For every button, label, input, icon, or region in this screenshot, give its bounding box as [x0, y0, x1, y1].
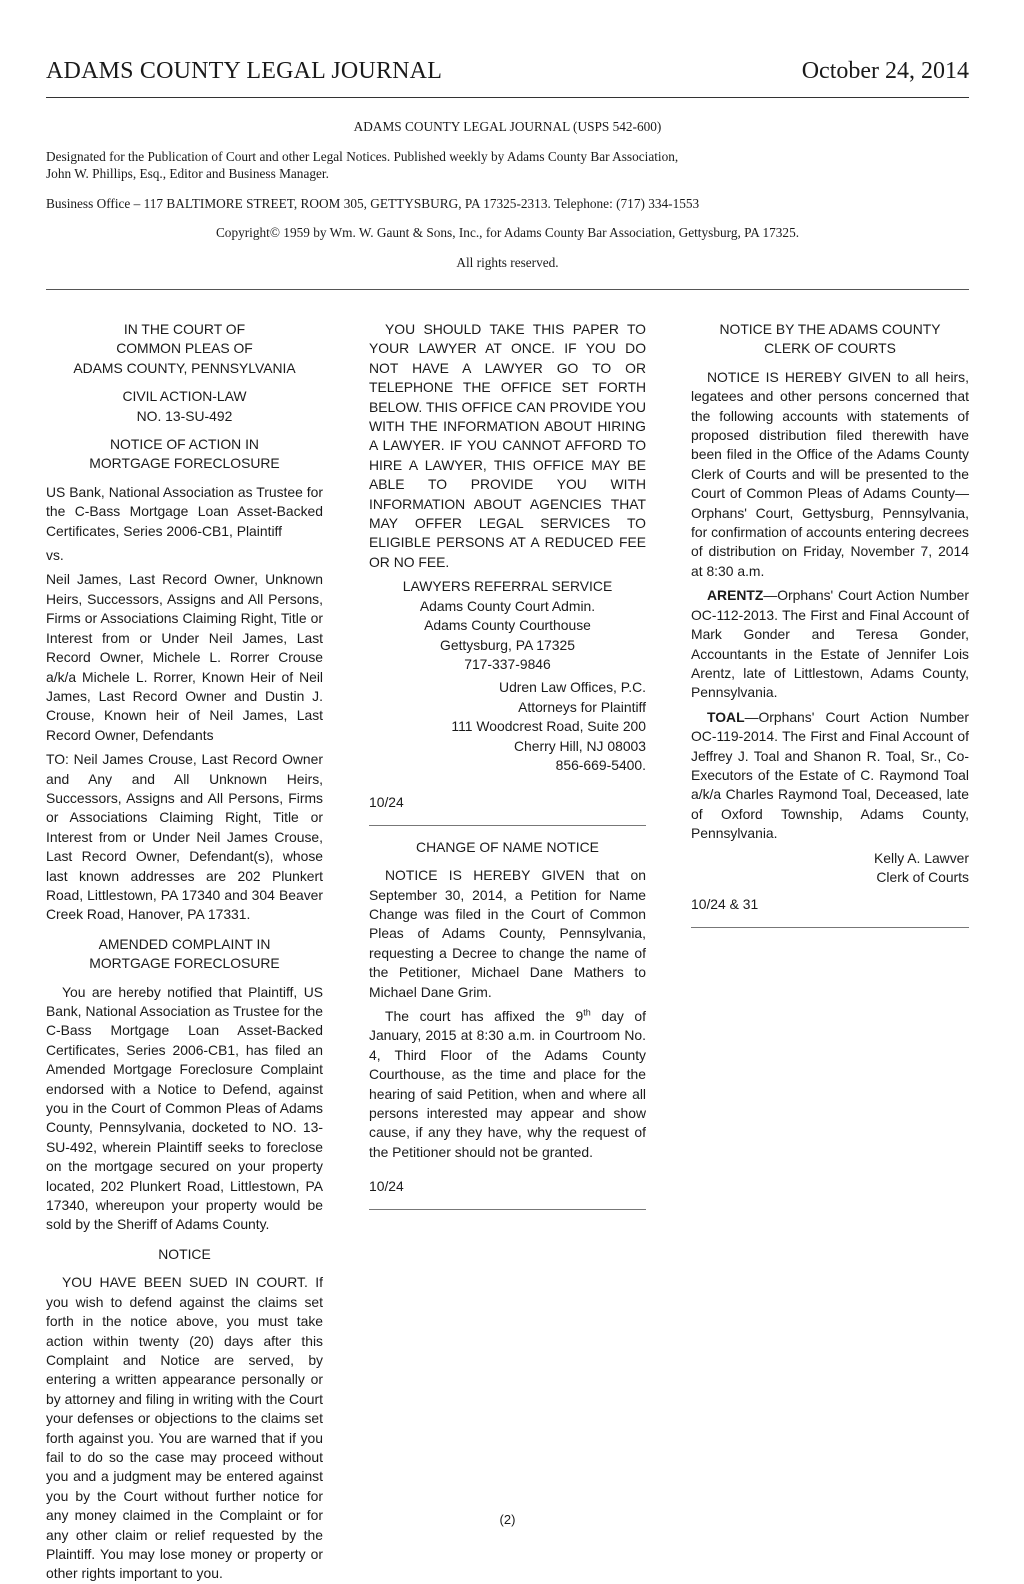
to-paragraph: TO: Neil James Crouse, Last Record Owner and Any and All Unknown Heirs, Successors, Assigns and All Persons, Firms or Associations Claiming Right, Title or Interest from or Under Neil James Crouse, Last Record Owner, Defendant(s), whose last known addresses are 202 Plunkert Road, Littlestown, PA 17340 and 304 Beaver Creek Road, Hanover, PA 17331.: [46, 751, 323, 923]
name-change-title: CHANGE OF NAME NOTICE: [416, 838, 599, 855]
signer-name: Kelly A. Lawver: [874, 849, 969, 866]
usps-line: ADAMS COUNTY LEGAL JOURNAL (USPS 542-600): [353, 119, 662, 134]
masthead: [46, 58, 969, 94]
attorney-phone: 856-669-5400.: [555, 756, 646, 773]
notice-separator: [369, 1209, 646, 1210]
heading-line: MORTGAGE FORECLOSURE: [89, 455, 280, 472]
run-date: 10/24 & 31: [691, 896, 759, 913]
referral-line: Adams County Court Admin.: [419, 597, 596, 614]
heading-line: CIVIL ACTION-LAW: [122, 388, 247, 405]
referral-line: Adams County Courthouse: [424, 617, 591, 634]
versus: vs.: [46, 547, 64, 564]
estate-entry-arentz: [691, 586, 969, 702]
run-date: 10/24: [369, 1178, 404, 1195]
notice-heading: NOTICE: [158, 1245, 211, 1262]
heading-line: MORTGAGE FORECLOSURE: [89, 955, 280, 972]
estate-name: ARENTZ: [707, 587, 764, 604]
clerk-notice-intro: NOTICE IS HEREBY GIVEN to all heirs, legatees and other persons concerned that the following accounts with statements of proposed distribution filed therewith have been filed in the Office of the Adams County Clerk of Courts and will be presented to the Court of Common Pleas of Adams County—Orphans' Court, Gettysburg, Pennsylvania, for confirmation of accounts entering decrees of distribution on Friday, November 7, 2014 at 8:30 a.m.: [691, 368, 969, 579]
estate-text: —Orphans' Court Action Number OC-119-2014. The First and Final Account of Jeffrey J. Toal and Shanon R. Toal, Sr., Co-Executors of the Estate of C. Raymond Toal a/k/a Charles Raymond Toal, Deceased, late of Oxford Township, Adams County, Pennsylvania.: [691, 708, 969, 842]
amended-title: [46, 935, 323, 974]
referral-phone: 717-337-9846: [464, 655, 551, 672]
defendants-paragraph: Neil James, Last Record Owner, Unknown Heirs, Successors, Assigns and All Persons, Firms or Associations Claiming Right, Title or Interest from or Under Neil James, Last Record Owner, Michele L. Rorrer Crouse a/k/a Michele L. Rorrer, Known Heir of Neil James, Last Record Owner and Dustin J. Crouse, Known heir of Neil James, Last Record Owner, Defendants: [46, 571, 323, 743]
amended-paragraph: You are hereby notified that Plaintiff, US Bank, National Association as Trustee for the C-Bass Mortgage Loan Asset-Backed Certificates, Series 2006-CB1, has filed an Amended Mortgage Foreclosure Complaint endorsed with a Notice to Defend, against you in the Court of Common Pleas of Adams County, Pennsylvania, docketed to NO. 13-SU-492, wherein Plaintiff seeks to foreclose on the mortgage secured on your property located, 202 Plunkert Road, Littlestown, PA 17340, whereupon your property would be sold by the Sheriff of Adams County.: [46, 983, 323, 1233]
notice-title: [46, 435, 323, 474]
case-number: NO. 13-SU-492: [136, 407, 233, 424]
info-rule: [46, 289, 969, 290]
journal-page: [46, 0, 969, 1583]
estate-text: —Orphans' Court Action Number OC-112-2013. The First and Final Account of Mark Gonder and Teresa Gonder, Accountants in the Estate of Jennifer Lois Arentz, late of Littlestown, Adams County, Pennsylvania.: [691, 587, 969, 701]
heading-line: NOTICE BY THE ADAMS COUNTY: [719, 321, 941, 337]
heading-line: NOTICE OF ACTION IN: [110, 436, 259, 453]
business-office: Business Office – 117 BALTIMORE STREET, ROOM 305, GETTYSBURG, PA 17325-2313. Telephone: (717) 334-1553: [46, 195, 700, 211]
rights-reserved: All rights reserved.: [456, 254, 559, 270]
body-text: day of January, 2015 at 8:30 a.m. in Courtroom No. 4, Third Floor of the Adams County Courthouse, as the time and place for the hearing of said Petition, when and where all persons interested may appear and show cause, if any they have, why the request of the Petitioner should not be granted.: [369, 1008, 647, 1160]
lawyer-referral-service: [369, 577, 646, 674]
clerk-signature: [691, 849, 969, 888]
attorney-line: Attorneys for Plaintiff: [518, 698, 646, 715]
page-number: (2): [499, 1512, 516, 1527]
heading-line: IN THE COURT OF: [123, 321, 246, 337]
attorney-line: Udren Law Offices, P.C.: [499, 679, 646, 696]
signer-title: Clerk of Courts: [876, 868, 969, 885]
issue-date: October 24, 2014: [801, 58, 969, 84]
designation-line-2: John W. Phillips, Esq., Editor and Business Manager.: [46, 166, 329, 181]
designation-line-1: Designated for the Publication of Court and other Legal Notices. Published weekly by Adams County Bar Association,: [46, 148, 679, 164]
clerk-notice-title: [691, 320, 969, 359]
attorney-block: [369, 678, 646, 775]
body-text: The court has affixed the 9: [385, 1008, 584, 1024]
notice-separator: [691, 927, 969, 928]
column-2: [369, 320, 646, 1222]
column-3: [691, 320, 969, 940]
estate-name: TOAL: [707, 708, 745, 725]
masthead-rule: [46, 97, 969, 98]
notice-separator: [369, 825, 646, 826]
referral-line: LAWYERS REFERRAL SERVICE: [402, 578, 613, 595]
heading-line: AMENDED COMPLAINT IN: [98, 935, 271, 952]
column-1: IN THE COURT OF COMMON PLEAS OF ADAMS COUNTY, PENNSYLVANIA CIVIL ACTION-LAW NO. 13-SU-492 NOTICE OF ACTION IN MORTGAGE FORECLOSURE US Bank, National Association as Trustee for the C-Bass Mortgage Loan Asset-Backed Certificates, Series 2006-CB1, Plaintiff vs. Neil James, Last Record Owner, Unknown Heirs, Successors, Assigns and All Persons, Firms or Associations Claiming Right, Title or Interest from or Under Neil James, Last Record Owner, Michele L. Rorrer Crouse a/k/a Michele L. Rorrer, Known Heir of Neil James, Last Record Owner and Dustin J. Crouse, Known heir of Neil James, Last Record Owner, Defendants TO: Neil James Crouse, Last Record Owner and Any and All Unknown Heirs, Successors, Assigns and All Persons, Firms or Associations Claiming Right, Title or Interest from or Under Neil James Crouse, Last Record Owner, Defendant(s), whose last known addresses are 202 Plunkert Road, Littlestown, PA 17340 and 304 Beaver Creek Road, Hanover, PA 17331. AMENDED COMPLAINT IN MORTGAGE FORECLOSURE You are hereby notified that Plaintiff, US Bank, National Association as Trustee for the C-Bass Mortgage Loan Asset-Backed Certificates, Series 2006-CB1, has filed an Amended Mortgage Foreclosure Complaint endorsed with a Notice to Defend, against you in the Court of Common Pleas of Adams County, Pennsylvania, docketed to NO. 13-SU-492, wherein Plaintiff seeks to foreclose on the mortgage secured on your property located, 202 Plunkert Road, Littlestown, PA 17340, whereupon your property would be sold by the Sheriff of Adams County. NOTICE YOU HAVE BEEN SUED IN COURT. If you wish to defend against the claims set forth in the notice above, you must take action within twenty (20) days after this Complaint and Notice are served, by entering a written appearance personally or by attorney and filing in writing with the Court your defenses or objections to the claims set forth against you. You are warned that if you fail to do so the case may proceed without you and a judgment may be entered against you by the Court without further notice for any money claimed in the Complaint or for any other claim or relief requested by the Plaintiff. You may lose money or property or other rights important to you.: [46, 321, 323, 1582]
ordinal-suffix: th: [583, 1007, 591, 1018]
case-type: [46, 387, 323, 426]
journal-title: ADAMS COUNTY LEGAL JOURNAL: [46, 58, 443, 84]
copyright: Copyright© 1959 by Wm. W. Gaunt & Sons, Inc., for Adams County Bar Association, Gettysburg, PA 17325.: [215, 225, 800, 240]
heading-line: CLERK OF COURTS: [764, 340, 896, 357]
publication-info: [46, 118, 969, 271]
run-date: 10/24: [369, 794, 404, 811]
referral-line: Gettysburg, PA 17325: [440, 636, 575, 653]
plaintiff-paragraph: US Bank, National Association as Trustee for the C-Bass Mortgage Loan Asset-Backed Certificates, Series 2006-CB1, Plaintiff: [46, 483, 323, 539]
attorney-line: Cherry Hill, NJ 08003: [513, 737, 646, 754]
court-heading: [46, 320, 323, 378]
heading-line: ADAMS COUNTY, PENNSYLVANIA: [73, 359, 296, 376]
name-change-paragraph-2: [369, 1007, 646, 1162]
name-change-paragraph-1: NOTICE IS HEREBY GIVEN that on September 30, 2014, a Petition for Name Change was filed in the Court of Common Pleas of Adams County, Pennsylvania, requesting a Decree to change the name of the Petitioner, Michael Dane Mathers to Michael Dane Grim.: [369, 867, 646, 1000]
heading-line: COMMON PLEAS OF: [116, 340, 253, 357]
estate-entry-toal: [691, 708, 969, 844]
attorney-line: 111 Woodcrest Road, Suite 200: [451, 718, 646, 735]
lawyer-paragraph: YOU SHOULD TAKE THIS PAPER TO YOUR LAWYER AT ONCE. IF YOU DO NOT HAVE A LAWYER GO TO OR TELEPHONE THE OFFICE SET FORTH BELOW. THIS OFFICE CAN PROVIDE YOU WITH THE INFORMATION ABOUT HIRING A LAWYER. IF YOU CANNOT AFFORD TO HIRE A LAWYER, THIS OFFICE MAY BE ABLE TO PROVIDE YOU WITH INFORMATION ABOUT AGENCIES THAT MAY OFFER LEGAL SERVICES TO ELIGIBLE PERSONS AT A REDUCED FEE OR NO FEE.: [369, 321, 646, 570]
